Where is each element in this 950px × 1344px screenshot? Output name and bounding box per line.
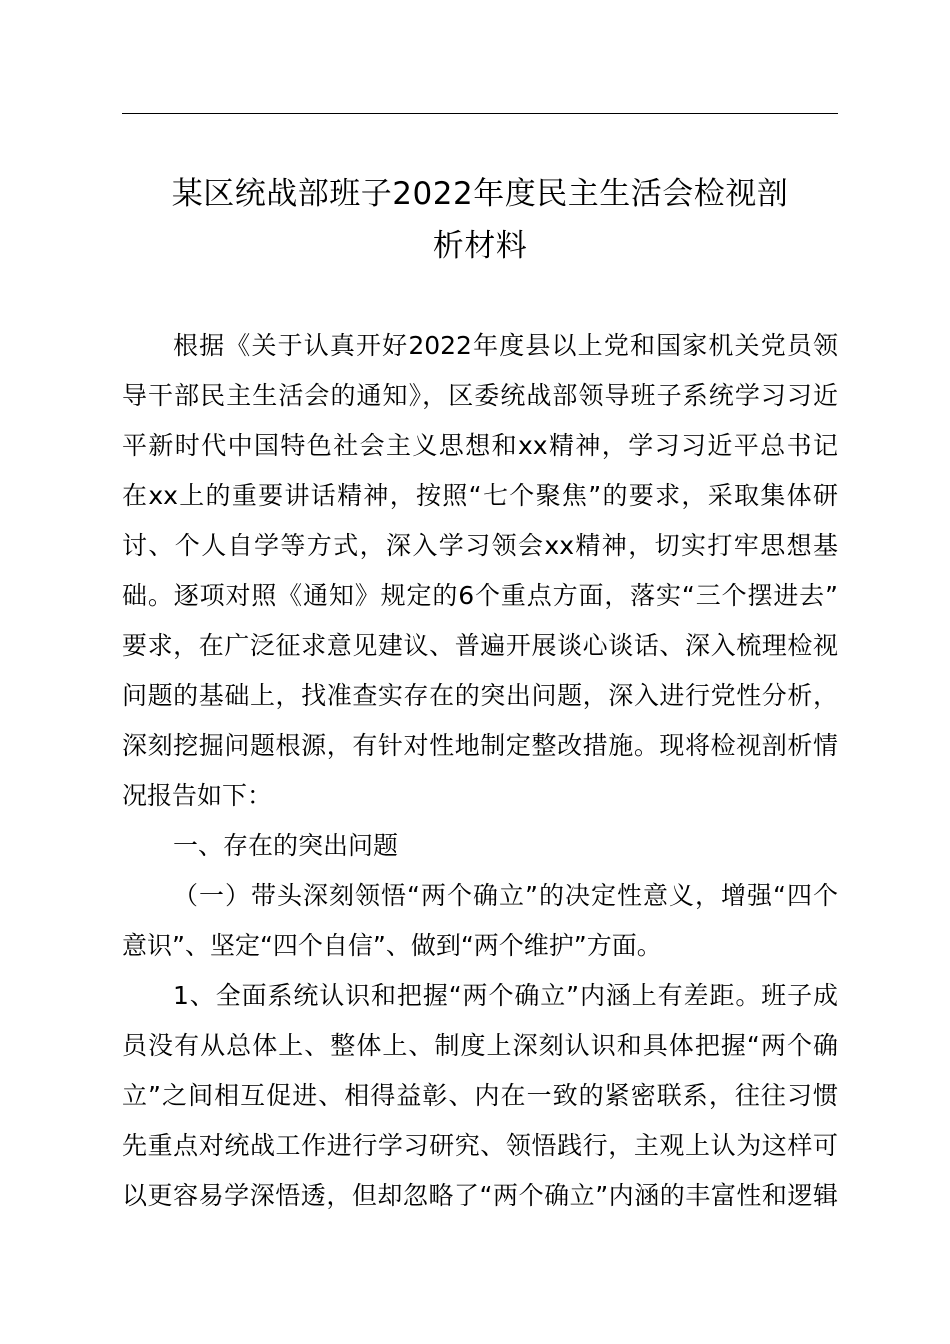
subsection-heading-1	[122, 871, 838, 971]
text-line: 导干部民主生活会的通知》，区委统战部领导班子系统学习习近	[122, 381, 838, 410]
text-line: 1、全面系统认识和把握“两个确立”内涵上有差距。班子成	[173, 981, 838, 1010]
text-line: 先重点对统战工作进行学习研究、领悟践行，主观上认为这样可	[122, 1131, 838, 1160]
document-title	[122, 168, 838, 272]
text-line: 根据《关于认真开好2022年度县以上党和国家机关党员领	[173, 331, 838, 360]
text-line: 问题的基础上，找准查实存在的突出问题，深入进行党性分析，	[122, 681, 838, 710]
text-line: 讨、个人自学等方式，深入学习领会xx精神，切实打牢思想基	[122, 531, 838, 560]
text-line: 要求，在广泛征求意见建议、普遍开展谈心谈话、深入梳理检视	[122, 631, 838, 660]
text-line: 在xx上的重要讲话精神，按照“七个聚焦”的要求，采取集体研	[122, 481, 838, 510]
text-line: （一）带头深刻领悟“两个确立”的决定性意义，增强“四个	[173, 881, 838, 910]
intro-paragraph	[122, 321, 838, 821]
header-rule	[122, 113, 838, 114]
title-line: 某区统战部班子2022年度民主生活会检视剖	[171, 176, 789, 212]
text-line: 以更容易学深悟透，但却忽略了“两个确立”内涵的丰富性和逻辑	[122, 1181, 838, 1210]
text-line: 意识”、坚定“四个自信”、做到“两个维护”方面。	[122, 931, 662, 960]
text-line: 深刻挖掘问题根源，有针对性地制定整改措施。现将检视剖析情	[122, 731, 838, 760]
title-line: 析材料	[432, 228, 528, 264]
section-heading-1	[122, 821, 838, 871]
document-body	[122, 321, 838, 1221]
text-line: 员没有从总体上、整体上、制度上深刻认识和具体把握“两个确	[122, 1031, 838, 1060]
text-line: 础。逐项对照《通知》规定的6个重点方面，落实“三个摆进去”	[122, 581, 838, 610]
section-heading: 一、存在的突出问题	[173, 831, 399, 860]
text-line: 立”之间相互促进、相得益彰、内在一致的紧密联系，往往习惯	[122, 1081, 838, 1110]
text-line: 平新时代中国特色社会主义思想和xx精神，学习习近平总书记	[122, 431, 838, 460]
text-line: 况报告如下：	[122, 781, 273, 810]
item-paragraph-1	[122, 971, 838, 1221]
